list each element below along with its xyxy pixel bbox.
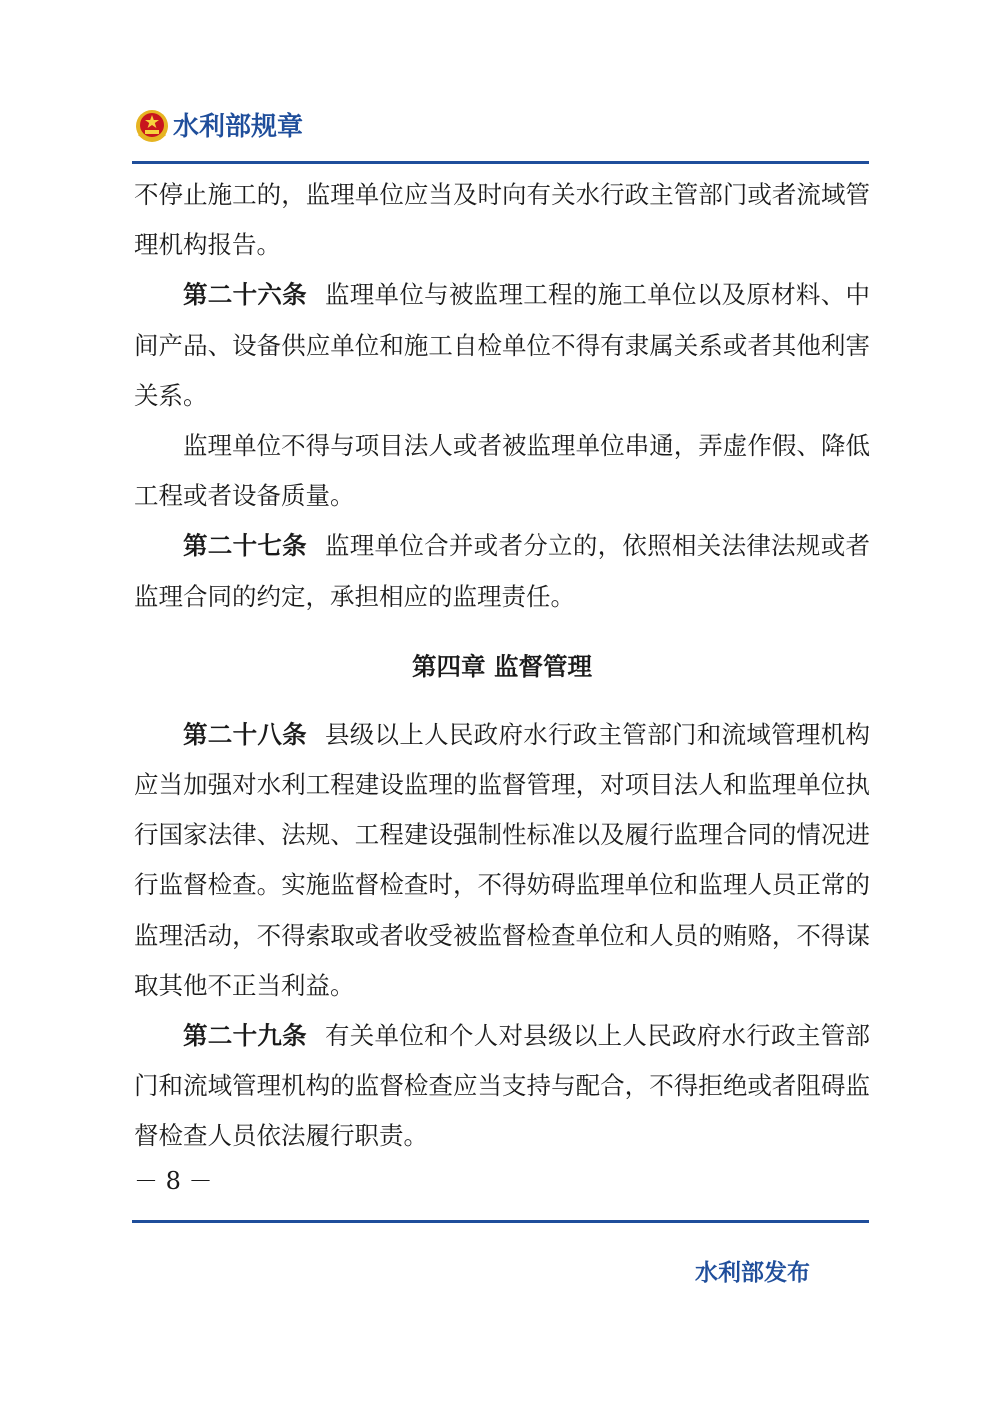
article-text: 县级以上人民政府水行政主管部门和流域管理机构应当加强对水利工程建设监理的监督管理，对项目法人和监理单位执行国家法律、法规、工程建设强制性标准以及履行监理合同的情况进行监督检查。实施监督检查时，不得妨碍监理单位和监理人员正常的监理活动，不得索取或者收受被监督检查单位和人员的贿赂，不得谋取其他不正当利益。: [134, 719, 871, 1000]
article-28: [134, 710, 870, 1011]
article-29: [134, 1011, 870, 1162]
article-label: 第二十七条: [183, 531, 307, 561]
national-emblem-icon: [134, 106, 170, 146]
article-label: 第二十八条: [183, 719, 307, 749]
article-label: 第二十六条: [183, 280, 307, 310]
header-title: 水利部规章: [173, 112, 304, 142]
chapter-title: 第四章 监督管理: [411, 651, 593, 681]
paragraph-article-26-clause: 监理单位不得与项目法人或者被监理单位串通，弄虚作假、降低工程或者设备质量。: [134, 431, 870, 511]
document-body: [134, 170, 870, 1162]
header-divider: [132, 161, 869, 164]
article-text: 有关单位和个人对县级以上人民政府水行政主管部门和流域管理机构的监督检查应当支持与配合，不得拒绝或者阻碍监督检查人员依法履行职责。: [134, 1021, 871, 1151]
article-26: [134, 270, 870, 421]
article-text: 监理单位合并或者分立的，依照相关法律法规或者监理合同的约定，承担相应的监理责任。: [134, 531, 871, 611]
article-27: [134, 521, 870, 621]
footer-publisher: 水利部发布: [695, 1260, 810, 1286]
footer-divider: [132, 1220, 869, 1223]
article-label: 第二十九条: [183, 1021, 307, 1051]
page-number: － 8 －: [134, 1167, 213, 1195]
article-text: 监理单位与被监理工程的施工单位以及原材料、中间产品、设备供应单位和施工自检单位不得有隶属关系或者其他利害关系。: [134, 280, 871, 410]
paragraph-continuation: 不停止施工的，监理单位应当及时向有关水行政主管部门或者流域管理机构报告。: [134, 180, 870, 260]
